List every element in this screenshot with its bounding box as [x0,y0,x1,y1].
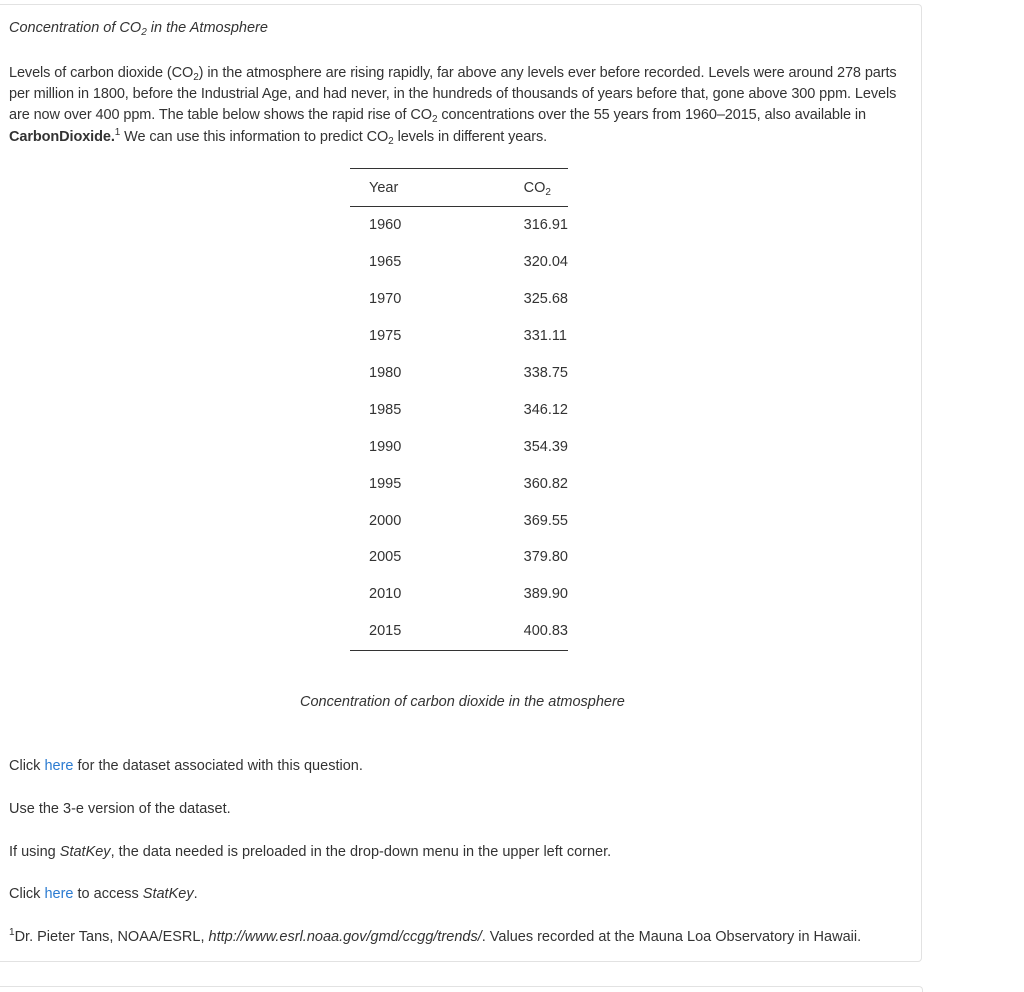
table-row [350,576,568,613]
table-row [350,244,568,281]
cell-year: 2010 [369,586,402,603]
statkey-line: If using StatKey, the data needed is preloaded in the drop-down menu in the upper left corner. [9,844,612,860]
cell-co2: 325.68 [523,291,568,308]
table-caption: Concentration of carbon dioxide in the atmosphere [300,694,625,710]
cell-year: 1990 [369,438,402,455]
table-row [350,391,568,428]
cell-co2: 354.39 [523,438,568,455]
cell-co2: 331.11 [523,328,567,345]
cell-co2: 389.90 [523,586,568,603]
source-url: http://www.esrl.noaa.gov/gmd/ccgg/trends/ [208,929,482,945]
dataset-link[interactable]: here [44,758,74,774]
table-body [350,207,568,651]
cell-year: 2015 [350,613,486,650]
table-row [350,207,568,244]
table-row [350,318,568,355]
cell-co2: 360.82 [523,475,568,492]
cell-year: 1985 [369,401,402,418]
cell-co2: 400.83 [486,613,568,650]
cell-co2: 316.91 [523,217,568,234]
cell-co2: 379.80 [523,549,568,566]
cell-year: 1965 [369,254,402,271]
table-row [350,539,568,576]
intro-paragraph: Levels of carbon dioxide $(CO_2)$ in the atmosphere are rising rapidly, far above any levels ever before recorded. Levels were around 278 parts per million in 1800, before the Industrial Age, and had never, in the hundreds of thousands of years before that, gone above 300 ppm. Levels are now over 400 ppm. The table below shows the rapid rise of $CO_2$ concentrations over the 55 years from 1960–2015, also available in CarbonDioxide.$^1$ We can use this information to predict $CO_2$ levels in different years. [9,65,897,147]
table-row [350,355,568,392]
table-header-row [350,169,568,207]
footnote: $^1$Dr. Pieter Tans, NOAA/ESRL, http://www.esrl.noaa.gov/gmd/ccgg/trends/. Values recorded at the Mauna Loa Observatory in Hawaii. [9,927,862,945]
cell-year: 1995 [369,475,402,492]
cell-year: 2000 [369,512,402,529]
dataset-line: Click here for the dataset associated with this question. [9,758,363,774]
footnote-marker: 1 [114,126,121,138]
dataset-name: CarbonDioxide [9,128,111,145]
access-line: Click here to access StatKey. [9,886,198,902]
question-title: Concentration of $CO_2$ in the Atmosphere [9,20,268,38]
header-year: Year [350,169,486,207]
co2-table [350,168,568,651]
header-co2: $CO_2$ [486,169,568,207]
cell-co2: 346.12 [523,401,568,418]
table-row [350,465,568,502]
cell-co2: 320.04 [523,254,568,271]
cell-year: 2005 [369,549,402,566]
statkey-link[interactable]: here [44,886,74,902]
table-row [350,281,568,318]
cell-year: 1975 [369,328,402,345]
cell-year: 1980 [369,365,402,381]
cell-year: 1970 [369,291,402,308]
next-card-edge [0,986,923,992]
cell-co2: 369.55 [523,512,568,529]
table-row [350,613,568,650]
cell-year: 1960 [369,217,402,234]
table-row [350,428,568,465]
cell-co2: 338.75 [523,365,568,381]
version-line: Use the 3-e version of the dataset. [9,801,231,817]
table-row [350,502,568,539]
